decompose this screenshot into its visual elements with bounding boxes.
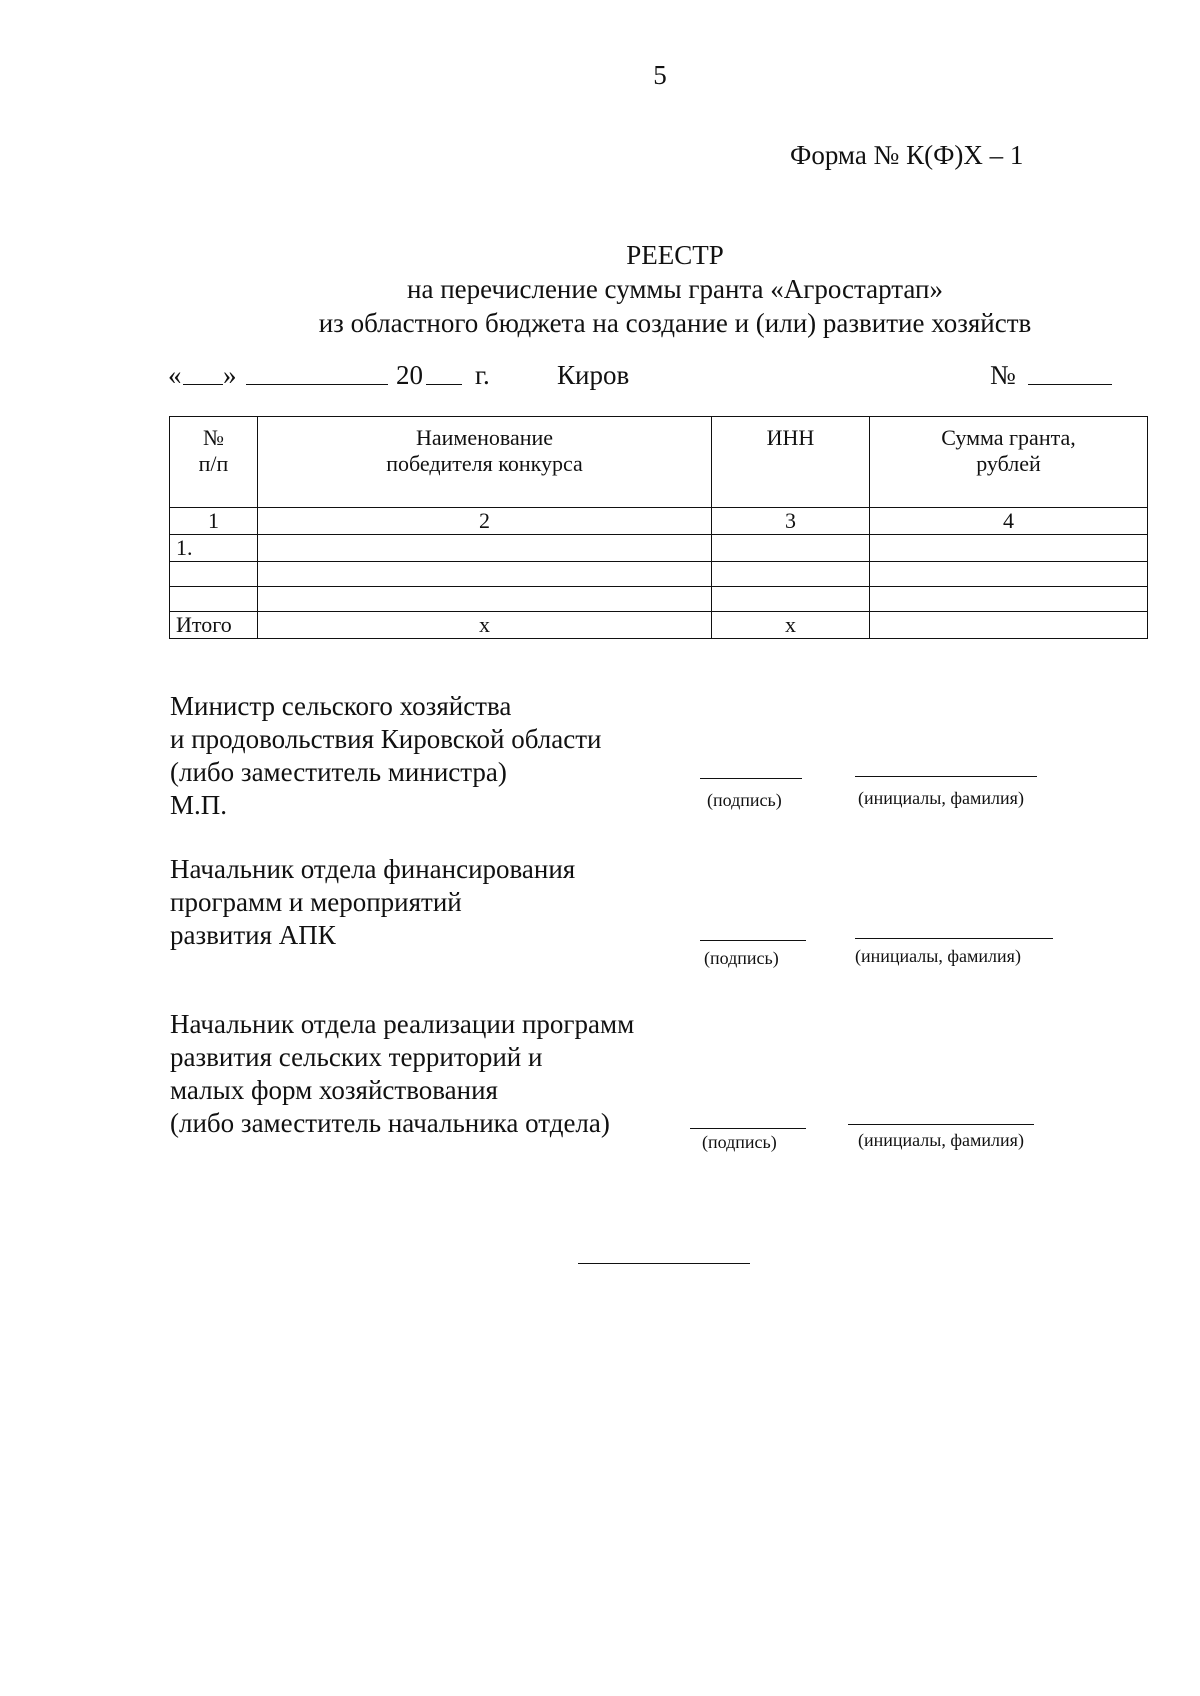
header-cell: ИНН [712, 417, 870, 508]
signatory-line: Начальник отдела финансирования [170, 854, 576, 884]
title-line-2: из областного бюджета на создание и (или) развитие хозяйств [318, 308, 1032, 338]
city-name: Киров [557, 360, 630, 390]
total-cell: х [258, 612, 712, 639]
table-cell [870, 562, 1148, 587]
year-prefix: 20 [396, 360, 423, 390]
total-cell: х [712, 612, 870, 639]
table-cell: 1. [170, 535, 258, 562]
table-row [170, 587, 1148, 612]
header-cell: № п/п [170, 417, 258, 508]
signatory-line: Начальник отдела реализации программ [170, 1009, 635, 1039]
year-suffix: г. [475, 360, 490, 390]
dateline-open-quote: « [168, 360, 182, 390]
name-line [848, 1124, 1034, 1125]
total-cell [870, 612, 1148, 639]
table-cell [258, 535, 712, 562]
register-number-label: № [990, 360, 1016, 390]
name-caption: (инициалы, фамилия) [858, 788, 1024, 808]
table-row [170, 562, 1148, 587]
signatory-rural-programs-head [170, 1008, 634, 1140]
signature-caption: (подпись) [702, 1132, 777, 1152]
table-cell [170, 562, 258, 587]
signatory-line: развития сельских территорий и [170, 1042, 543, 1072]
column-number-cell: 3 [712, 508, 870, 535]
column-number-row [170, 508, 1148, 535]
total-label: Итого [170, 612, 258, 639]
signatory-line: развития АПК [170, 920, 336, 950]
column-number-cell: 2 [258, 508, 712, 535]
table-cell [258, 587, 712, 612]
signatory-line: программ и мероприятий [170, 887, 462, 917]
table-header-row [170, 417, 1148, 508]
signatory-finance-head [170, 853, 575, 952]
document-title [130, 238, 1200, 340]
day-blank [183, 360, 223, 390]
signatory-line: (либо заместитель министра) [170, 757, 507, 787]
signature-line [690, 1128, 806, 1129]
table-cell [170, 587, 258, 612]
month-blank [246, 360, 388, 390]
dateline-close-quote: » [223, 360, 237, 390]
signatory-minister [170, 690, 602, 822]
name-caption: (инициалы, фамилия) [855, 946, 1021, 966]
end-divider [578, 1263, 750, 1264]
table-cell [712, 562, 870, 587]
signatory-line: (либо заместитель начальника отдела) [170, 1108, 610, 1138]
name-line [855, 938, 1053, 939]
column-number-cell: 1 [170, 508, 258, 535]
title-line-1: на перечисление суммы гранта «Агростартап» [407, 274, 943, 304]
signatory-line: Министр сельского хозяйства [170, 691, 512, 721]
total-row [170, 612, 1148, 639]
register-number-blank [1028, 360, 1112, 390]
signature-caption: (подпись) [704, 948, 779, 968]
signatory-line: малых форм хозяйствования [170, 1075, 498, 1105]
page-number: 5 [653, 60, 667, 90]
form-number: Форма № К(Ф)Х – 1 [790, 140, 1024, 170]
table-cell [870, 535, 1148, 562]
signature-caption: (подпись) [707, 790, 782, 810]
header-cell: Наименование победителя конкурса [258, 417, 712, 508]
table-cell [712, 535, 870, 562]
table-cell [870, 587, 1148, 612]
name-caption: (инициалы, фамилия) [858, 1130, 1024, 1150]
table-row [170, 535, 1148, 562]
registry-table [169, 416, 1148, 639]
table-cell [712, 587, 870, 612]
title-heading: РЕЕСТР [626, 240, 724, 270]
signature-line [700, 940, 806, 941]
signature-line [700, 778, 802, 779]
year-blank [426, 360, 462, 390]
table-cell [258, 562, 712, 587]
column-number-cell: 4 [870, 508, 1148, 535]
name-line [855, 776, 1037, 777]
signatory-line: и продовольствия Кировской области [170, 724, 602, 754]
header-cell: Сумма гранта, рублей [870, 417, 1148, 508]
signatory-line: М.П. [170, 790, 228, 820]
